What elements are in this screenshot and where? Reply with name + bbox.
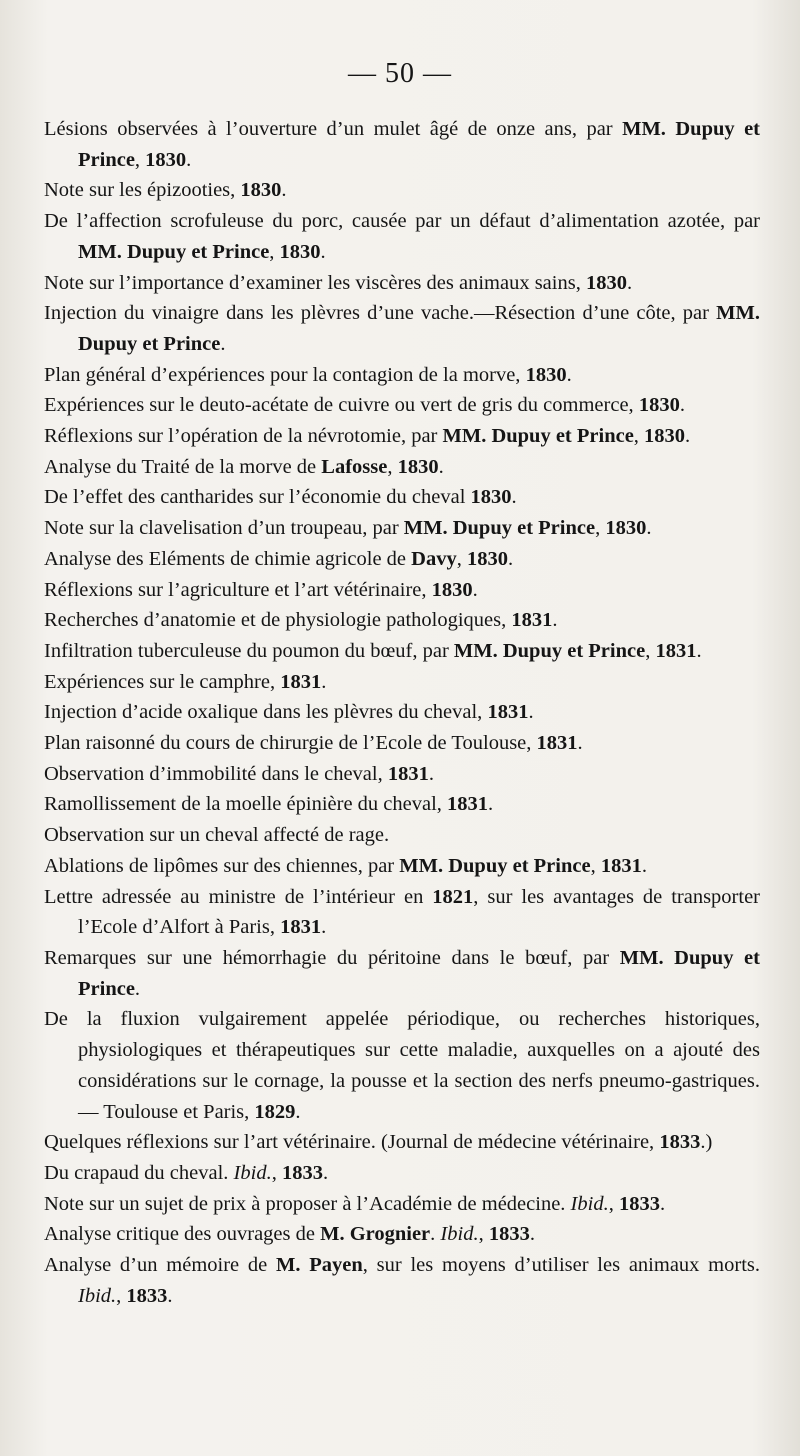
bibliography-entry: Analyse des Eléments de chimie agricole de Davy, 1830. xyxy=(44,547,514,570)
bibliography-entry: Note sur un sujet de prix à proposer à l’Académie de médecine. Ibid., 1833. xyxy=(44,1192,666,1215)
bibliography-entry: Expériences sur le camphre, 1831. xyxy=(44,670,327,693)
bibliography-entry: Réflexions sur l’opération de la névrotomie, par MM. Dupuy et Prince, 1830. xyxy=(44,425,691,448)
bibliography-entry: De la fluxion vulgairement appelée périodique, ou recherches historiques, physiologiques et thérapeutiques sur cette maladie, auxquelles on a ajouté des considérations sur le cornage, la pousse et la section des nerfs pneumo-gastriques. — Toulouse et Paris, 1829. xyxy=(44,1008,760,1123)
bibliography-entry: Infiltration tuberculeuse du poumon du bœuf, par MM. Dupuy et Prince, 1831. xyxy=(44,639,702,662)
bibliography-entry: Observation d’immobilité dans le cheval, 1831. xyxy=(44,762,434,785)
bibliography-entry: Analyse d’un mémoire de M. Payen, sur les moyens d’utiliser les animaux morts. Ibid., 1833. xyxy=(44,1254,760,1307)
bibliography-entry: Ramollissement de la moelle épinière du cheval, 1831. xyxy=(44,793,494,816)
bibliography-entry: Injection d’acide oxalique dans les plèvres du cheval, 1831. xyxy=(44,701,534,724)
bibliography-entry: Lésions observées à l’ouverture d’un mulet âgé de onze ans, par MM. Dupuy et Prince, 1830. xyxy=(44,118,760,171)
bibliography-entry: Recherches d’anatomie et de physiologie pathologiques, 1831. xyxy=(44,609,558,632)
bibliography-entry: Note sur les épizooties, 1830. xyxy=(44,179,287,202)
bibliography-entry: Expériences sur le deuto-acétate de cuivre ou vert de gris du commerce, 1830. xyxy=(44,394,685,417)
bibliography-entry: Ablations de lipômes sur des chiennes, par MM. Dupuy et Prince, 1831. xyxy=(44,854,647,877)
bibliography-entry: De l’effet des cantharides sur l’économie du cheval 1830. xyxy=(44,486,517,509)
bibliography-entry: Remarques sur une hémorrhagie du péritoine dans le bœuf, par MM. Dupuy et Prince. xyxy=(44,946,760,1000)
bibliography-entry: Analyse critique des ouvrages de M. Grognier. Ibid., 1833. xyxy=(44,1223,535,1246)
bibliography-entry: Note sur la clavelisation d’un troupeau, par MM. Dupuy et Prince, 1830. xyxy=(44,517,652,540)
bibliography-entry: Plan général d’expériences pour la contagion de la morve, 1830. xyxy=(44,363,572,386)
page-number: — 50 — xyxy=(348,58,452,89)
bibliography-entry: Injection du vinaigre dans les plèvres d’une vache.—Résection d’une côte, par MM. Dupuy et Prince. xyxy=(44,302,760,355)
bibliography-entry: Note sur l’importance d’examiner les viscères des animaux sains, 1830. xyxy=(44,271,633,294)
bibliography-list xyxy=(44,114,760,1311)
bibliography-entry: Plan raisonné du cours de chirurgie de l’Ecole de Toulouse, 1831. xyxy=(44,732,583,755)
bibliography-entry: Lettre adressée au ministre de l’intérieur en 1821, sur les avantages de transporter l’Ecole d’Alfort à Paris, 1831. xyxy=(44,885,760,939)
bibliography-entry: Réflexions sur l’agriculture et l’art vétérinaire, 1830. xyxy=(44,578,478,601)
bibliography-entry: Du crapaud du cheval. Ibid., 1833. xyxy=(44,1161,329,1184)
bibliography-entry: Analyse du Traité de la morve de Lafosse, 1830. xyxy=(44,455,444,478)
bibliography-entry: Observation sur un cheval affecté de rage. xyxy=(44,824,390,847)
bibliography-entry: Quelques réflexions sur l’art vétérinaire. (Journal de médecine vétérinaire, 1833.) xyxy=(44,1131,713,1154)
bibliography-entry: De l’affection scrofuleuse du porc, causée par un défaut d’alimentation azotée, par MM. Dupuy et Prince, 1830. xyxy=(44,210,760,263)
